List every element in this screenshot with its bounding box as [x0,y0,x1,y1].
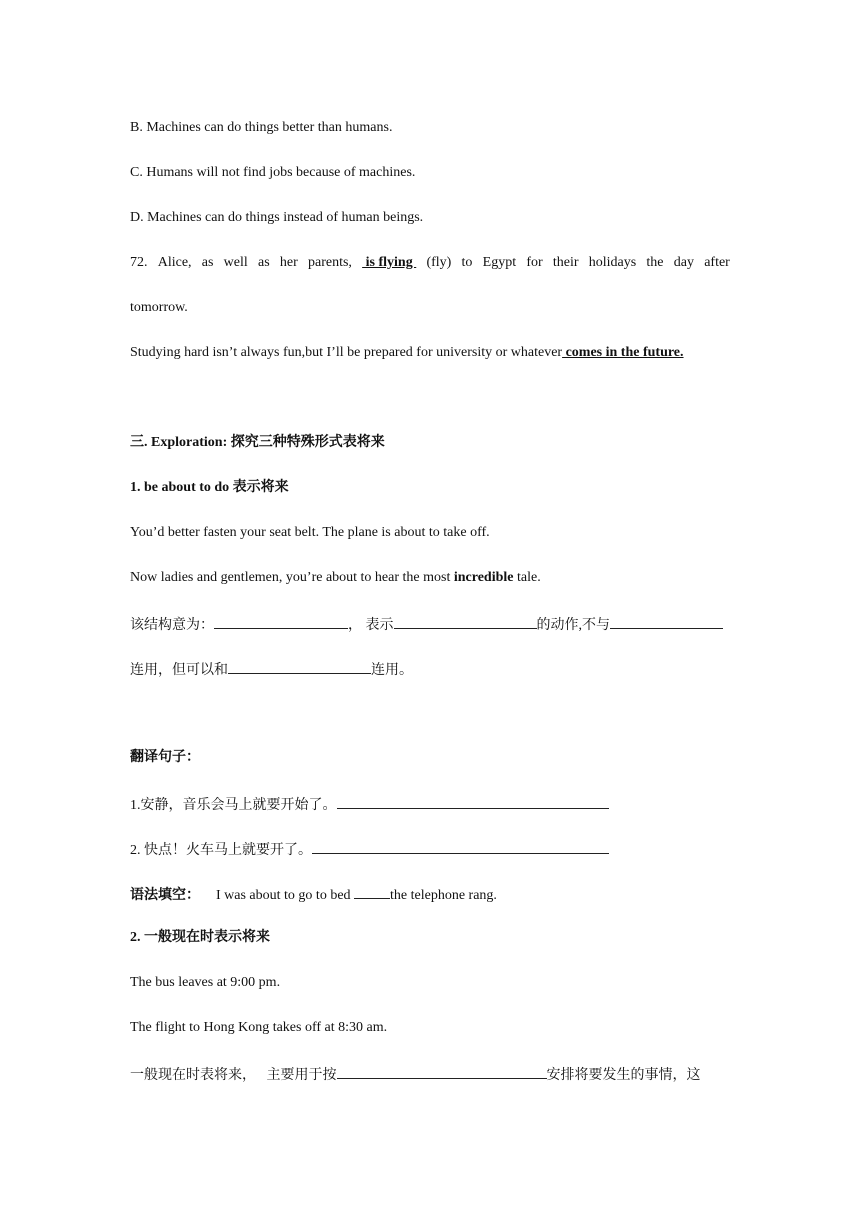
q72-word: as [257,255,270,270]
example-bold-word: incredible [453,570,514,585]
translate-sentence-1 [130,794,730,815]
q72-word: well [223,255,248,270]
option-d: D. Machines can do things instead of human beings. [130,210,424,225]
fill-blank[interactable] [214,614,348,629]
q72-word: parents, [307,255,352,270]
q72-word: Alice, [157,255,192,270]
part-2-example-2: The flight to Hong Kong takes off at 8:30 am. [130,1020,388,1035]
section-3-heading: 三. Exploration: 探究三种特殊形式表将来 [130,435,385,450]
q72-word: the [646,255,664,270]
example-text: Now ladies and gentlemen, you’re about to hear the most [130,570,454,585]
example-text: tale. [513,570,541,585]
q72-word: their [552,255,579,270]
answer-blank[interactable] [312,839,609,854]
part-1-fill-line-1 [130,614,730,635]
q72-word: for [526,255,543,270]
part-1-example-2 [130,569,730,587]
q72-word: (fly) [426,255,452,270]
fill-text: 一般现在时表将来， 主要用于按 [130,1068,337,1083]
fill-text: 的动作,不与 [536,618,610,633]
translate-sentence-2 [130,839,730,860]
part-1-example-1: You’d better fasten your seat belt. The plane is about to take off. [130,525,490,540]
q72-word: to [461,255,473,270]
part-2-fill-line [130,1064,730,1085]
fill-text: 安排将要发生的事情，这 [546,1068,701,1083]
studying-answer: comes in the future. [562,345,684,360]
translate-heading: 翻译句子： [130,750,200,765]
q72-word: Egypt [482,255,517,270]
fill-text: ， 表示 [348,618,394,633]
question-72-line2: tomorrow. [130,300,188,315]
studying-text: Studying hard isn’t always fun,but I’ll be prepared for university or whatever [130,345,563,360]
fill-blank[interactable] [394,614,537,629]
fill-text: 连用。 [371,663,413,678]
answer-blank[interactable] [337,794,609,809]
option-b: B. Machines can do things better than humans. [130,120,393,135]
grammar-fill [130,884,730,905]
q72-word: after [704,255,730,270]
q72-word: as [201,255,214,270]
translate-text: 2. 快点！火车马上就要开了。 [130,843,312,858]
fill-blank[interactable] [337,1064,547,1079]
q72-word: her [279,255,298,270]
q72-word: 72. [130,255,148,270]
q72-answer: is flying [362,255,417,270]
translate-text: 1.安静，音乐会马上就要开始了。 [130,798,337,813]
part-2-example-1: The bus leaves at 9:00 pm. [130,975,281,990]
grammar-text: I was about to go to bed [216,888,355,903]
fill-text: 连用，但可以和 [130,663,228,678]
part-2-heading: 2. 一般现在时表示将来 [130,930,270,945]
grammar-blank[interactable] [354,884,390,899]
option-c: C. Humans will not find jobs because of machines. [130,165,416,180]
fill-blank[interactable] [610,614,723,629]
q72-word: holidays [588,255,637,270]
grammar-label: 语法填空： [130,888,200,903]
studying-sentence [130,344,730,362]
part-1-heading: 1. be about to do 表示将来 [130,480,289,495]
part-1-fill-line-2 [130,659,730,680]
q72-word: day [673,255,694,270]
grammar-text: the telephone rang. [390,888,497,903]
question-72-line1 [130,254,730,272]
fill-text: 该结构意为： [130,618,214,633]
fill-blank[interactable] [228,659,371,674]
